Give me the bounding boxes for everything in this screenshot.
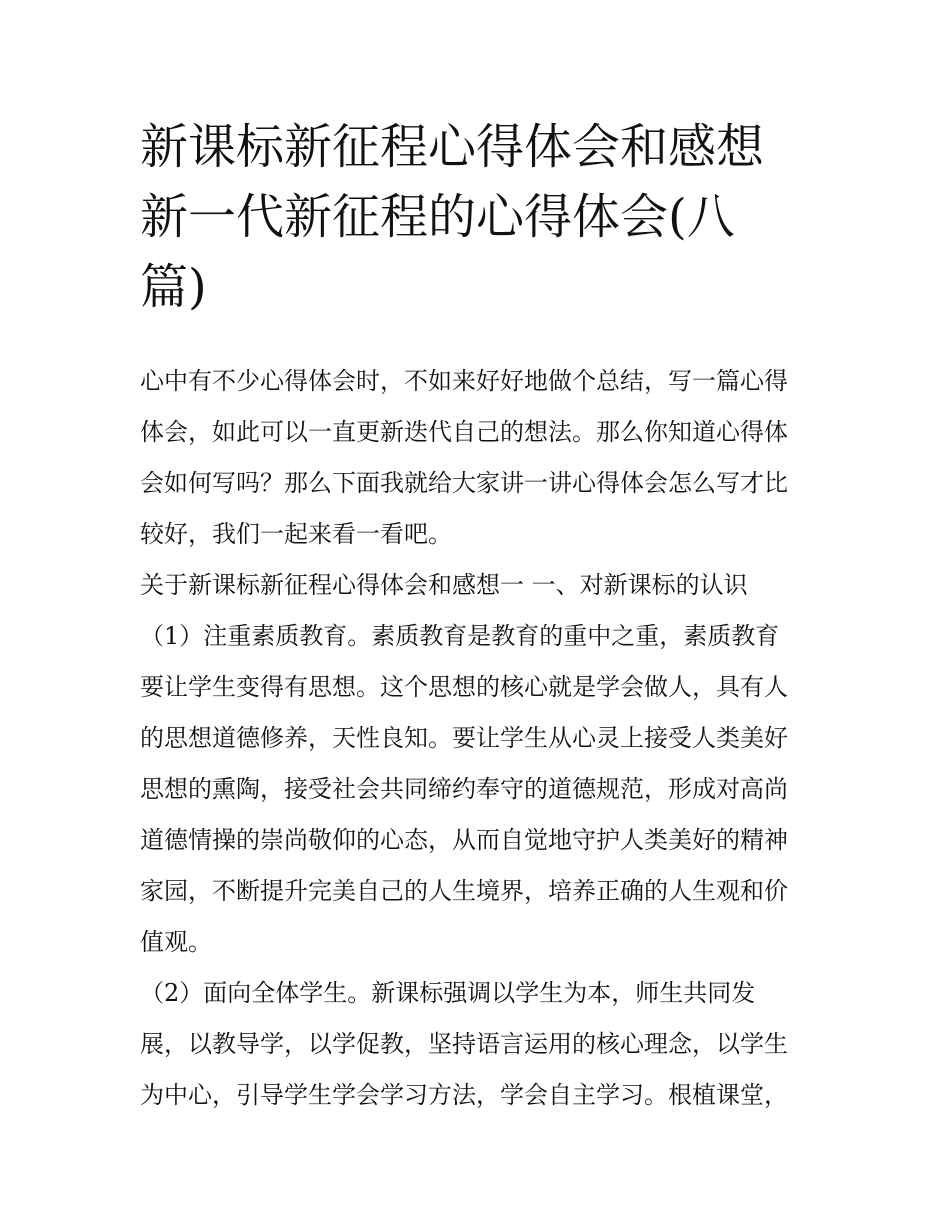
paragraph-line: 为中心，引导学生学会学习方法，学会自主学习。根植课堂， [140, 1081, 788, 1109]
title-line: 新课标新征程心得体会和感想 [140, 119, 765, 175]
title-line: 篇) [140, 259, 207, 315]
paragraph-line: 要让学生变得有思想。这个思想的核心就是学会做人，具有人 [140, 673, 788, 701]
paragraph-line: 值观。 [140, 928, 212, 956]
paragraph-line: 的思想道德修养，天性良知。要让学生从心灵上接受人类美好 [140, 724, 788, 752]
paragraph-line: 家园，不断提升完美自己的人生境界，培养正确的人生观和价 [140, 877, 788, 905]
intro-line: 体会，如此可以一直更新迭代自己的想法。那么你知道心得体 [140, 418, 788, 446]
title-line: 新一代新征程的心得体会(八 [140, 189, 735, 245]
document-body [140, 356, 820, 1121]
paragraph-line: 道德情操的崇尚敬仰的心态，从而自觉地守护人类美好的精神 [140, 826, 788, 854]
section-heading: 关于新课标新征程心得体会和感想一 一、对新课标的认识 [140, 571, 748, 599]
paragraph-line: 思想的熏陶，接受社会共同缔约奉守的道德规范，形成对高尚 [140, 775, 788, 803]
paragraph-line: （2）面向全体学生。新课标强调以学生为本，师生共同发 [140, 979, 756, 1007]
paragraph-line: 展，以教导学，以学促教，坚持语言运用的核心理念，以学生 [140, 1030, 788, 1058]
intro-line: 心中有不少心得体会时，不如来好好地做个总结，写一篇心得 [140, 367, 788, 395]
paragraph-line: （1）注重素质教育。素质教育是教育的重中之重，素质教育 [140, 622, 780, 650]
document-title [140, 112, 820, 322]
intro-line: 会如何写吗？那么下面我就给大家讲一讲心得体会怎么写才比 [140, 469, 788, 497]
intro-line: 较好，我们一起来看一看吧。 [140, 520, 452, 548]
